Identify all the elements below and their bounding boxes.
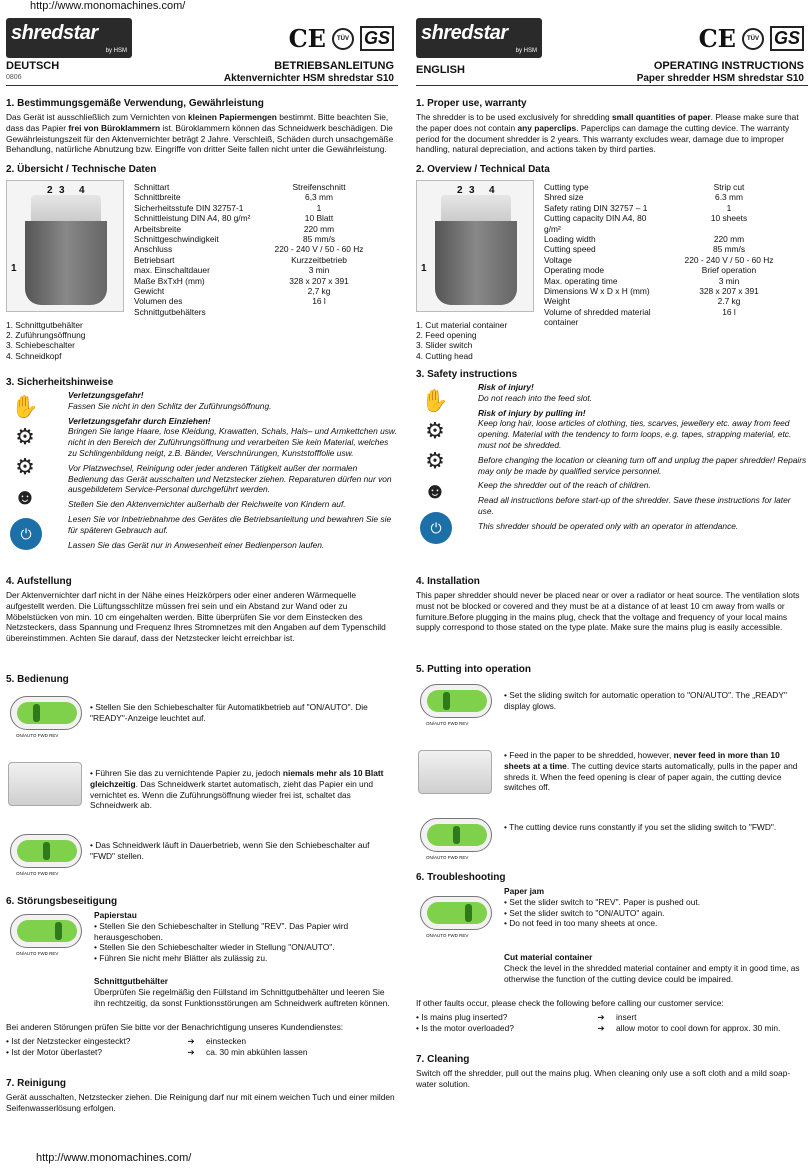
shredder-photo: 2 3 4 1 [416,180,534,312]
spec-row: Weight 2.7 kg [544,296,741,307]
step-fwd: • Das Schneidwerk läuft in Dauerbetrieb, wenn Sie den Schiebeschalter auf "FWD" stellen. [90,840,370,861]
legend-item: 2. Zuführungsöffnung [6,330,86,341]
parts-legend [6,320,85,361]
legend-item: 2. Feed opening [416,330,477,341]
safety-notes [478,382,808,536]
spec-row: Volumen des Schnittgutbehälters 16 l [134,296,326,317]
section-4-title: 4. Aufstellung [6,576,72,587]
legend-item: 3. Slider switch [416,340,473,351]
spec-table [544,182,794,328]
legend-item: 3. Schiebeschalter [6,340,75,351]
cert-marks [699,24,804,53]
safety-note: Keep the shredder out of the reach of children. [478,480,651,491]
safety-note: Read all instructions before start-up of the shredder. Save these instructions for later use. [478,495,791,516]
spec-row: Maße BxTxH (mm) 328 x 207 x 391 [134,275,349,286]
fault-checks: • Ist der Netzstecker eingesteckt? ➔ einstecken • Ist der Motor überlastet? ➔ ca. 30 min abkühlen lassen [6,1036,308,1057]
step-feed: • Feed in the paper to be shredded, however, never feed in more than 10 sheets at a time. The cutting device starts automatically, pulls in the paper and shreds it. When the feed opening is clear of paper again, the cutting device switches off. [504,750,798,793]
ce-mark-icon: CE [288,24,326,53]
spec-row: Schnittleistung DIN A4, 80 g/m² 10 Blatt [134,213,334,224]
arrow-icon: ➔ [187,1046,195,1057]
top-url[interactable]: http://www.monomachines.com/ [30,0,186,12]
section-5-title: 5. Putting into operation [416,664,531,675]
section-2-title: 2. Overview / Technical Data [416,164,550,175]
spec-row: Max. operating time 3 min [544,275,740,286]
tuv-mark-icon: TÜV [742,28,764,50]
step-feed: • Führen Sie das zu vernichtende Papier zu, jedoch niemals mehr als 10 Blatt gleichzeitig. Das Schneidwerk startet automatisch, zieht das Papier ein und vernichtet es. Wenn die Zuführungsöffnung wieder frei ist, schaltet das Schneidwerk ab. [90,768,384,811]
section-1-title: 1. Bestimmungsgemäße Verwendung, Gewährleistung [6,98,264,109]
feed-paper-illustration [418,750,492,794]
spec-row: Schnittgeschwindigkeit 85 mm/s [134,234,336,245]
section-4-body: Der Aktenvernichter darf nicht in der Nähe eines Heizkörpers oder einer anderen Wärmequelle aufgestellt werden. Die Lüftungsschlitze müssen frei sein und ein Abstand zur Wand oder zu Möbelstücken von min. 10 cm eingehalten werden. Bitte überprüfen Sie vor dem Einstecken des Netzsteckers, dass Spannung und Frequenz Ihres Stromnetzes mit den Angaben auf dem Typenschild übereinstimmen. Achten Sie darauf, dass der Netzstecker leicht erreichbar ist. [6,590,386,644]
title-bar [416,58,808,86]
tie-hazard-icon: ⚙ [425,448,445,473]
slider-switch-auto [10,696,82,730]
arrow-icon: ➔ [597,1022,605,1033]
spec-row: Arbeitsbreite 220 mm [134,223,335,234]
tuv-mark-icon: TÜV [332,28,354,50]
section-1-title: 1. Proper use, warranty [416,98,527,109]
spec-row: Schnittart Streifenschnitt [134,182,346,192]
safety-note: Verletzungsgefahr durch Einziehen! Bringen Sie lange Haare, lose Kleidung, Krawatten, Schals, Hals– und Armkettchen usw. nicht in den Bereich der Zuführungsöffnung und verarbeiten Sie kein Material, welches zu Schlingenbildung neigt, z.B. Bänder, Verschnürungen, Kunststofffolie usw. [68,415,397,458]
section-3-title: 3. Sicherheitshinweise [6,377,114,388]
spec-table [134,182,384,317]
language-label: ENGLISH [416,64,465,76]
hand-warning-icon: ✋ [11,394,39,419]
section-7-title: 7. Cleaning [416,1054,470,1065]
legend-item: 4. Cutting head [416,350,473,361]
unplug-icon: ⏻ [10,518,42,550]
container-check: Cut material container Check the level in the shredded material container and empty it in good time, as otherwise the function of the cutting device could be impaired. [504,952,800,984]
section-2-title: 2. Übersicht / Technische Daten [6,164,157,175]
safety-note: Risk of injury by pulling in! Keep long hair, loose articles of clothing, ties, scarves, jewellery etc. away from feed opening. Material with the tendency to form loops, e.g. tapes, strapping material, etc. must not be shredded. [478,407,792,450]
spec-row: Sicherheitsstufe DIN 32757-1 1 [134,202,322,213]
gear-hazard-icon: ⚙ [425,418,445,443]
section-6-title: 6. Störungsbeseitigung [6,896,118,907]
german-column: shredstar by HSM CE TÜV GS DEUTSCH 0806 BETRIEBSANLEITUNG Aktenvernichter HSM shredstar S10 1. Bestimmungsgemäße Verwendung, Gewährleistung Das Gerät ist ausschließlich zum Vernichten von kleinen Papiermengen bestimmt. Bitte beachten Sie, dass das Papier frei von Büroklammern ist. Büroklammern können das Schneidwerk beschädigen. Die Gewährleistungszeit für den Aktenvernichter beträgt 2 Jahre. Verschleiß, Schäden durch unsachgemäße Behandlung, natürliche Abnutzung bzw. Eingriffe von dritter Seite fallen nicht unter die Gewährleistung. 2. Übersicht / Technische Daten 2 3 4 1 Schnittart Streifenschnitt Schnittbreite 6,3 mm Sicherheitsstufe DIN 32757-1 1 Schnittleistung DIN A4, 80 g/m² 10 Blatt Arbeitsbreite 220 mm Schnittgeschwindigkeit 85 mm/s Anschluss 220 - 240 V / 50 - 60 Hz Betriebsart Kurzzeitbetrieb max. Einschaltdauer 3 min Maße BxTxH (mm) 328 x 207 x 391 Gewicht 2,7 kg Volumen des Schnittgutbehälters 16 l 1. Schnittgutbehälter 2. Zuführungsöffnung 3. Schiebeschalter 4. Schneidkopf 3. Sicherheitshinweise ✋ ⚙ ⚙ ☻ ⏻ Verletzungsgefahr! Fassen Sie nicht in den Schlitz der Zuführungsöffnung. Verletzungsgefahr durch Einziehen! Bringen Sie lange Haare, lose Kleidung, Krawatten, Schals, Hals– und Armkettchen usw. nicht in den Bereich der Zuführungsöffnung und verarbeiten Sie kein Material, welches zu Schlingenbildung neigt, z.B. Bänder, Verschnürungen, Kunststofffolie usw. Vor Platzwechsel, Reinigung oder jeder anderen Tätigkeit außer der normalen Bedienung das Gerät ausschalten und Netzstecker ziehen. Reparaturen dürfen nur von ausgebildetem Service-Personal durchgeführt werden. Stellen Sie den Aktenvernichter außerhalb der Reichweite von Kindern auf. Lesen Sie vor Inbetriebnahme des Gerätes die Betriebsanleitung und bewahren Sie sie für späteren Gebrauch auf. Lassen Sie das Gerät nur in Anwesenheit einer Bedienperson laufen. 4. Aufstellung Der Aktenvernichter darf nicht in der Nähe eines Heizkörpers oder einer anderen Wärmequelle aufgestellt werden. Die Lüftungsschlitze müssen frei sein und ein Abstand zur Wand oder zu Möbelstücken von min. 10 cm eingehalten werden. Bitte überprüfen Sie vor dem Einstecken des Netzsteckers, dass Spannung und Frequenz Ihres Stromnetzes mit den Angaben auf dem Typenschild übereinstimmen. Achten Sie darauf, dass der Netzstecker leicht erreichbar ist. 5. Bedienung ON/AUTO FWD REV • Stellen Sie den Schiebeschalter für Automatikbetrieb auf "ON/AUTO". Die "READY"-Anzeige leuchtet auf. • Führen Sie das zu vernichtende Papier zu, jedoch niemals mehr als 10 Blatt gleichzeitig. Das Schneidwerk startet automatisch, zieht das Papier ein und vernichtet es. Wenn die Zuführungsöffnung wieder frei ist, schaltet das Schneidwerk ab. ON/AUTO FWD REV • Das Schneidwerk läuft in Dauerbetrieb, wenn Sie den Schiebeschalter auf "FWD" stellen. 6. Störungsbeseitigung ON/AUTO FWD REV Papierstau • Stellen Sie den Schiebeschalter in Stellung "REV". Das Papier wird herausgeschoben. • Stellen Sie den Schiebeschalter wieder in Stellung "ON/AUTO". • Führen Sie nicht mehr Blätter als zulässig zu. Schnittgutbehälter Überprüfen Sie regelmäßig den Füllstand im Schnittgutbehälter und leeren Sie ihn rechtzeitig, da sonst Funktionsstörungen am Schneidwerk auftreten können. Bei anderen Störungen prüfen Sie bitte vor der Benachrichtigung unseres Kundendienstes: • Ist der Netzstecker eingesteckt? ➔ einstecken • Ist der Motor überlastet? ➔ ca. 30 min abkühlen lassen 7. Reinigung Gerät ausschalten, Netzstecker ziehen. Die Reinigung darf nur mit einem weichen Tuch und einer milden Seifenwasserlösung erfolgen. [6,14,398,86]
section-4-body: This paper shredder should never be placed near or over a radiator or heat source. The ventilation slots must not be blocked or covered and they must be at a distance of at least 10 cm away from walls or furniture.Before plugging in the mains plug, check that the voltage and frequency of your local mains supply correspond to those stated on the type plate. Make sure the mains plug is easily accessible. [416,590,800,633]
header [416,14,808,58]
step-auto: • Stellen Sie den Schiebeschalter für Automatikbetrieb auf "ON/AUTO". Die "READY"-Anzeige leuchtet auf. [90,702,368,723]
arrow-icon: ➔ [597,1012,605,1022]
doc-title: OPERATING INSTRUCTIONS [653,60,804,72]
doc-subtitle: Paper shredder HSM shredstar S10 [636,73,804,84]
slider-switch-auto [420,684,492,718]
safety-note: This shredder should be operated only with an operator in attendance. [478,520,739,531]
spec-row: Volume of shredded material container 16 l [544,306,736,328]
bottom-url[interactable]: http://www.monomachines.com/ [36,1152,192,1164]
gs-mark-icon: GS [360,26,394,51]
safety-note: Vor Platzwechsel, Reinigung oder jeder anderen Tätigkeit außer der normalen Bedienung das Gerät ausschalten und Netzstecker ziehen. Reparaturen dürfen nur von ausgebildetem Service-Personal durchgeführt werden. [68,462,392,495]
shredstar-logo: shredstar by HSM [416,18,542,58]
arrow-icon: ➔ [187,1036,195,1046]
shredder-photo: 2 3 4 1 [6,180,124,312]
spec-row: Betriebsart Kurzzeitbetrieb [134,254,347,265]
section-7-body: Gerät ausschalten, Netzstecker ziehen. Die Reinigung darf nur mit einem weichen Tuch und einer milden Seifenwasserlösung erfolgen. [6,1092,395,1113]
spec-row: max. Einschaltdauer 3 min [134,265,330,276]
parts-legend [416,320,507,361]
doc-title: BETRIEBSANLEITUNG [274,60,394,72]
spec-row: Operating mode Brief operation [544,265,757,276]
spec-row: Shred size 6.3 mm [544,192,743,203]
hair-hazard-icon: ☻ [423,478,447,503]
section-1-body: The shredder is to be used exclusively for shredding small quantities of paper. Please make sure that the paper does not contain any paperclips. Paperclips can damage the cutting device. The warranty period for the document shredder is 2 years. This warranty excludes wear, damage due to improper handling, natural depreciation, and actions taken by third parties. [416,112,799,155]
english-column: shredstar by HSM CE TÜV GS ENGLISH OPERATING INSTRUCTIONS Paper shredder HSM shredstar S10 1. Proper use, warranty The shredder is to be used exclusively for shredding small quantities of paper. Please make sure that the paper does not contain any paperclips. Paperclips can damage the cutting device. The warranty period for the document shredder is 2 years. This warranty excludes wear, damage due to improper handling, natural depreciation, and actions taken by third parties. 2. Overview / Technical Data 2 3 4 1 Cutting type Strip cut Shred size 6.3 mm Safety rating DIN 32757 – 1 1 Cutting capacity DIN A4, 80 g/m² 10 sheets Loading width 220 mm Cutting speed 85 mm/s Voltage 220 - 240 V / 50 - 60 Hz Operating mode Brief operation Max. operating time 3 min Dimensions W x D x H (mm) 328 x 207 x 391 Weight 2.7 kg Volume of shredded material container 16 l 1. Cut material container 2. Feed opening 3. Slider switch 4. Cutting head 3. Safety instructions ✋ ⚙ ⚙ ☻ ⏻ Risk of injury! Do not reach into the feed slot. Risk of injury by pulling in! Keep long hair, loose articles of clothing, ties, scarves, jewellery etc. away from feed opening. Material with the tendency to form loops, e.g. tapes, strapping material, etc. must not be shredded. Before changing the location or cleaning turn off and unplug the paper shredder! Repairs may only be made by qualified service personnel. Keep the shredder out of the reach of children. Read all instructions before start-up of the shredder. Save these instructions for later use. This shredder should be operated only with an operator in attendance. 4. Installation This paper shredder should never be placed near or over a radiator or heat source. The ventilation slots must not be blocked or covered and they must be at a distance of at least 10 cm away from walls or furniture.Before plugging in the mains plug, check that the voltage and frequency of your local mains supply correspond to those stated on the type plate. Make sure the mains plug is easily accessible. 5. Putting into operation ON/AUTO FWD REV • Set the sliding switch for automatic operation to "ON/AUTO". The „READY" display glows. • Feed in the paper to be shredded, however, never feed in more than 10 sheets at a time. The cutting device starts automatically, pulls in the paper and shreds it. When the feed opening is clear of paper again, the cutting device switches off. ON/AUTO FWD REV • The cutting device runs constantly if you set the sliding switch to "FWD". 6. Troubleshooting ON/AUTO FWD REV Paper jam • Set the slider switch to "REV". Paper is pushed out. • Set the slider switch to "ON/AUTO" again. • Do not feed in too many sheets at once. Cut material container Check the level in the shredded material container and empty it in good time, as otherwise the function of the cutting device could be impaired. If other faults occur, please check the following before calling our customer service: • Is mains plug inserted? ➔ insert • Is the motor overloaded? ➔ allow motor to cool down for approx. 30 min. 7. Cleaning Switch off the shredder, pull out the mains plug. When cleaning only use a soft cloth and a mild soap-water solution. [416,14,808,86]
section-6-title: 6. Troubleshooting [416,872,506,883]
spec-row: Safety rating DIN 32757 – 1 1 [544,202,732,213]
hair-hazard-icon: ☻ [13,484,37,509]
doc-subtitle: Aktenvernichter HSM shredstar S10 [223,73,394,84]
safety-note: Before changing the location or cleaning turn off and unplug the paper shredder! Repairs may only be made by qualified service personnel. [478,454,807,476]
section-1-body: Das Gerät ist ausschließlich zum Vernichten von kleinen Papiermengen bestimmt. Bitte beachten Sie, dass das Papier frei von Büroklammern ist. Büroklammern können das Schneidwerk beschädigen. Die Gewährleistungszeit für den Aktenvernichter beträgt 2 Jahre. Verschleiß, Schäden durch unsachgemäße Behandlung, natürliche Abnutzung bzw. Eingriffe von dritter Seite fallen nicht unter die Gewährleistung. [6,112,394,155]
safety-note: Risk of injury! Do not reach into the feed slot. [478,382,593,403]
hand-warning-icon: ✋ [421,388,449,413]
container-check: Schnittgutbehälter Überprüfen Sie regelmäßig den Füllstand im Schnittgutbehälter und leeren Sie ihn rechtzeitig, da sonst Funktionsstörungen am Schneidwerk auftreten können. [94,976,390,1008]
doc-code: 0806 [6,74,22,81]
spec-row: Voltage 220 - 240 V / 50 - 60 Hz [544,254,774,265]
unplug-icon: ⏻ [420,512,452,544]
shredstar-logo: shredstar by HSM [6,18,132,58]
slider-switch-rev [10,914,82,948]
tie-hazard-icon: ⚙ [15,454,35,479]
gs-mark-icon: GS [770,26,804,51]
slider-switch-fwd [10,834,82,868]
paper-jam: Papierstau • Stellen Sie den Schiebeschalter in Stellung "REV". Das Papier wird herausgeschoben. • Stellen Sie den Schiebeschalter wieder in Stellung "ON/AUTO". • Führen Sie nicht mehr Blätter als zulässig zu. [94,910,349,964]
spec-row: Gewicht 2,7 kg [134,286,331,297]
gear-hazard-icon: ⚙ [15,424,35,449]
section-7-body: Switch off the shredder, pull out the mains plug. When cleaning only use a soft cloth and a mild soap-water solution. [416,1068,791,1089]
other-faults: Bei anderen Störungen prüfen Sie bitte vor der Benachrichtigung unseres Kundendienstes: [6,1022,344,1032]
step-fwd: • The cutting device runs constantly if you set the sliding switch to "FWD". [504,822,777,832]
other-faults: If other faults occur, please check the following before calling our customer service: [416,998,724,1008]
spec-row: Anschluss 220 - 240 V / 50 - 60 Hz [134,244,364,255]
section-4-title: 4. Installation [416,576,480,587]
ce-mark-icon: CE [698,24,736,53]
section-7-title: 7. Reinigung [6,1078,66,1089]
safety-note: Stellen Sie den Aktenvernichter außerhalb der Reichweite von Kindern auf. [68,499,346,510]
paper-jam: Paper jam • Set the slider switch to "REV". Paper is pushed out. • Set the slider switch to "ON/AUTO" again. • Do not feed in too many sheets at once. [504,886,701,929]
feed-paper-illustration [8,762,82,806]
title-bar [6,58,398,86]
spec-row: Schnittbreite 6,3 mm [134,192,333,203]
spec-row: Loading width 220 mm [544,234,745,245]
spec-row: Cutting type Strip cut [544,182,745,192]
cert-marks [289,24,394,53]
header [6,14,398,58]
safety-note: Lassen Sie das Gerät nur in Anwesenheit einer Bedienperson laufen. [68,539,325,550]
legend-item: 1. Cut material container [416,320,508,330]
language-label: DEUTSCH [6,60,60,72]
spec-row: Cutting capacity DIN A4, 80 g/m² 10 sheets [544,213,748,234]
section-3-title: 3. Safety instructions [416,369,518,380]
fault-checks: • Is mains plug inserted? ➔ insert • Is the motor overloaded? ➔ allow motor to cool down for approx. 30 min. [416,1012,781,1033]
section-5-title: 5. Bedienung [6,674,69,685]
safety-notes [68,390,398,554]
spec-row: Cutting speed 85 mm/s [544,244,746,255]
legend-item: 1. Schnittgutbehälter [6,320,83,330]
step-auto: • Set the sliding switch for automatic operation to "ON/AUTO". The „READY" display glows. [504,690,787,711]
slider-switch-rev [420,896,492,930]
safety-note: Verletzungsgefahr! Fassen Sie nicht in den Schlitz der Zuführungsöffnung. [68,390,272,411]
legend-item: 4. Schneidkopf [6,350,62,361]
safety-note: Lesen Sie vor Inbetriebnahme des Gerätes die Betriebsanleitung und bewahren Sie sie für späteren Gebrauch auf. [68,513,392,535]
spec-row: Dimensions W x D x H (mm) 328 x 207 x 391 [544,286,759,297]
slider-switch-fwd [420,818,492,852]
